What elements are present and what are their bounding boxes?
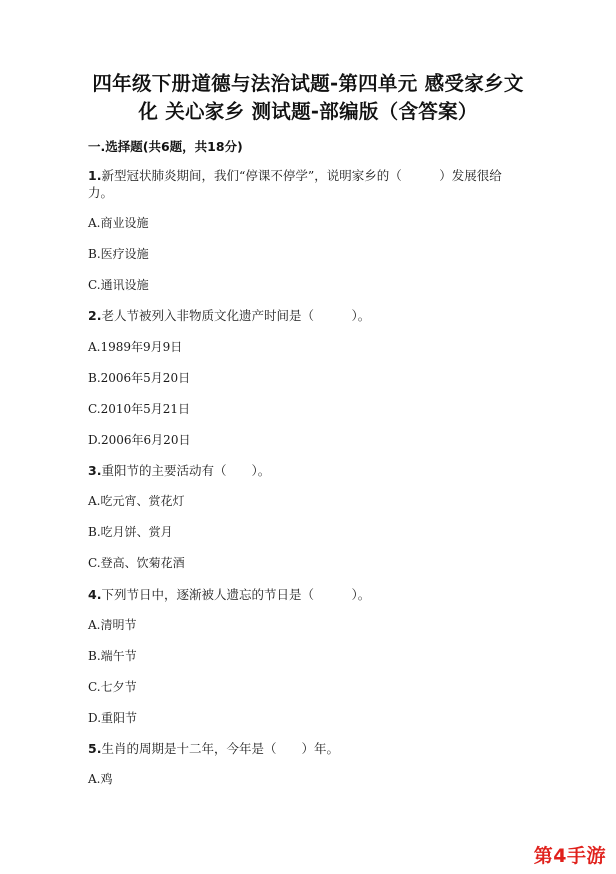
option-3b: B.吃月饼、赏月 — [88, 525, 173, 539]
option-5a: A.鸡 — [88, 772, 113, 786]
option-2d: D.2006年6月20日 — [88, 433, 191, 447]
option-4a: A.清明节 — [88, 618, 137, 632]
option-3a: A.吃元宵、赏花灯 — [88, 494, 185, 508]
question-1-continued: 力。 — [88, 185, 114, 200]
title-line-1: 四年级下册道德与法治试题-第四单元 感受家乡文 — [92, 72, 524, 95]
option-2c: C.2010年5月21日 — [88, 402, 191, 416]
question-3 — [88, 462, 270, 479]
title-line-2: 化 关心家乡 测试题-部编版（含答案） — [138, 100, 478, 123]
question-text: 生肖的周期是十二年，今年是（ ）年。 — [101, 741, 339, 756]
question-text: 重阳节的主要活动有（ ）。 — [101, 463, 271, 478]
question-number: 2. — [88, 308, 102, 323]
option-1a: A.商业设施 — [88, 216, 149, 230]
question-text: 下列节日中，逐渐被人遗忘的节日是（ ）。 — [101, 587, 371, 602]
document-title — [60, 70, 556, 126]
question-2 — [88, 307, 370, 324]
question-text: 新型冠状肺炎期间，我们“停课不停学”，说明家乡的（ ）发展很给 — [101, 168, 502, 183]
question-text: 老人节被列入非物质文化遗产时间是（ ）。 — [101, 308, 371, 323]
question-4 — [88, 586, 370, 603]
question-5 — [88, 740, 339, 757]
watermark-logo: 第4手游 — [533, 845, 606, 867]
question-number: 1. — [88, 168, 102, 183]
option-4b: B.端午节 — [88, 649, 137, 663]
option-1b: B.医疗设施 — [88, 247, 149, 261]
section-heading: 一.选择题(共6题，共18分) — [88, 139, 243, 154]
question-number: 4. — [88, 587, 102, 602]
option-4c: C.七夕节 — [88, 680, 137, 694]
option-2b: B.2006年5月20日 — [88, 371, 191, 385]
option-1c: C.通讯设施 — [88, 278, 149, 292]
option-4d: D.重阳节 — [88, 711, 138, 725]
question-number: 3. — [88, 463, 102, 478]
question-number: 5. — [88, 741, 102, 756]
option-3c: C.登高、饮菊花酒 — [88, 556, 185, 570]
option-2a: A.1989年9月9日 — [88, 340, 183, 354]
question-1 — [88, 167, 502, 184]
